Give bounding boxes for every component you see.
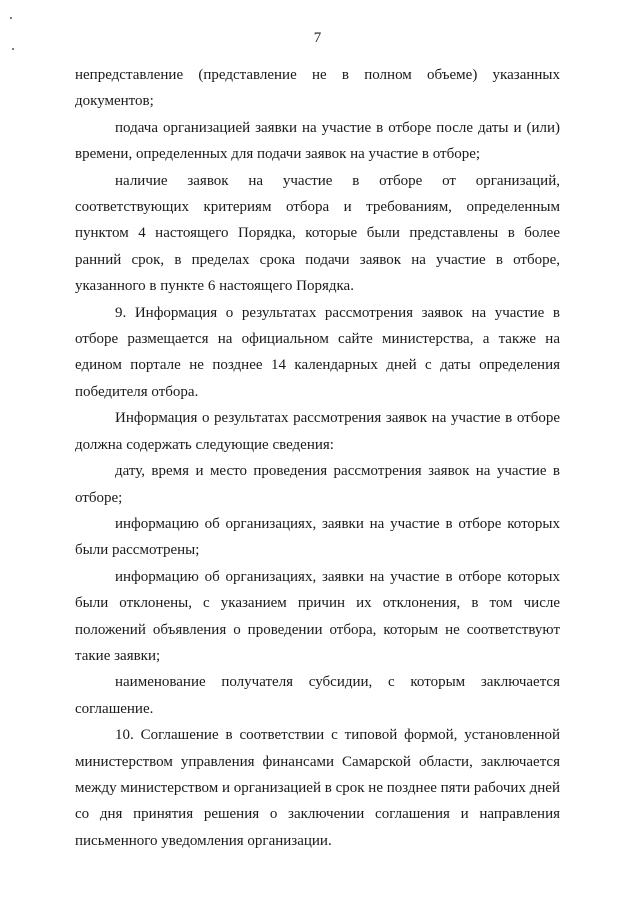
paragraph: 9. Информация о результатах рассмотрения заявок на участие в отборе размещается на официальном сайте министерства, а также на едином портале не позднее 14 календарных дней с даты определения победителя отбора. xyxy=(75,304,560,400)
scan-speck xyxy=(10,17,12,19)
page-number: 7 xyxy=(313,30,322,46)
scan-speck xyxy=(12,48,14,50)
paragraph: подача организацией заявки на участие в отборе после даты и (или) времени, определенных для подачи заявок на участие в отборе; xyxy=(75,119,560,163)
paragraph: наименование получателя субсидии, с которым заключается соглашение. xyxy=(75,674,560,717)
paragraph: дату, время и место проведения рассмотрения заявок на участие в отборе; xyxy=(75,463,560,506)
paragraph: Информация о результатах рассмотрения заявок на участие в отборе должна содержать следующие сведения: xyxy=(75,410,560,453)
document-body xyxy=(75,62,560,854)
paragraph: наличие заявок на участие в отборе от организаций, соответствующих критериям отбора и требованиям, определенным пунктом 4 настоящего Порядка, которые были представлены в более ранний срок, в пределах срока подачи заявок на участие в отборе, указанного в пункте 6 настоящего Порядка. xyxy=(75,172,560,295)
paragraph: информацию об организациях, заявки на участие в отборе которых были рассмотрены; xyxy=(75,515,560,559)
paragraph: непредставление (представление не в полном объеме) указанных документов; xyxy=(75,67,560,110)
paragraph: информацию об организациях, заявки на участие в отборе которых были отклонены, с указанием причин их отклонения, в том числе положений объявления о проведении отбора, которым не соответствуют такие заявки; xyxy=(75,568,560,664)
paragraph: 10. Соглашение в соответствии с типовой формой, установленной министерством управления финансами Самарской области, заключается между министерством и организацией в срок не позднее пяти рабочих дней со дня принятия решения о заключении соглашения и направления письменного уведомления организации. xyxy=(75,727,560,849)
